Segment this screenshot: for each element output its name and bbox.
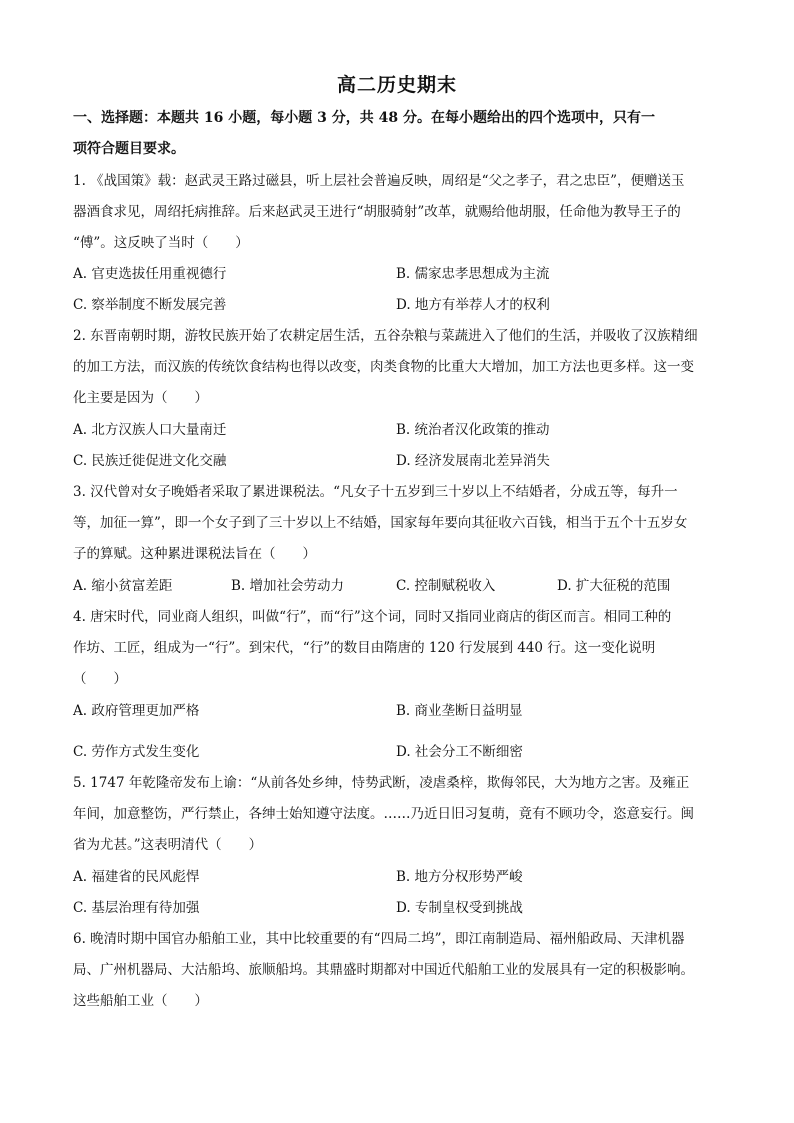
question-6-text: 局、广州机器局、大沽船坞、旅顺船坞。其鼎盛时期都对中国近代船舶工业的发展具有一定的积极影响。	[73, 962, 694, 978]
question-1-text: 器酒食求见，周绍托病推辞。后来赵武灵王进行“胡服骑射”改革，就赐给他胡服，任命他为教导王子的	[73, 204, 681, 220]
question-2-option-a: A. 北方汉族人口大量南迁	[73, 422, 227, 438]
question-5-option-d: D. 专制皇权受到挑战	[396, 900, 523, 916]
question-4-text: 作坊、工匠，组成为一“行”。到宋代，“行”的数目由隋唐的 120 行发展到 440 行。这一变化说明	[73, 640, 656, 656]
question-6-text: 这些船舶工业（ ）	[73, 993, 208, 1009]
question-5-text: 5. 1747 年乾隆帝发布上谕：“从前各处乡绅，恃势武断，凌虐桑梓，欺侮邻民，大为地方之害。及雍正	[73, 775, 690, 791]
question-4-option-c: C. 劳作方式发生变化	[73, 744, 200, 760]
question-4-option-b: B. 商业垄断日益明显	[396, 703, 523, 719]
question-5-text: 省为尤甚。”这表明清代（ ）	[73, 837, 263, 853]
question-5-option-b: B. 地方分权形势严峻	[396, 869, 523, 885]
page-title: 高二历史期末	[336, 74, 457, 96]
question-3-option-d: D. 扩大征税的范围	[557, 578, 671, 594]
question-3-option-a: A. 缩小贫富差距	[73, 578, 173, 594]
question-2-text: 2. 东晋南朝时期，游牧民族开始了农耕定居生活，五谷杂粮与菜蔬进入了他们的生活，并吸收了汉族精细	[73, 328, 698, 344]
section-heading-cont: 项符合题目要求。	[73, 141, 185, 157]
question-5-option-c: C. 基层治理有待加强	[73, 900, 200, 916]
question-2-text: 化主要是因为（ ）	[73, 390, 208, 406]
question-1-option-a: A. 官吏选拔任用重视德行	[73, 266, 227, 282]
question-3-text: 等，加征一算”，即一个女子到了三十岁以上不结婚，国家每年要向其征收六百钱，相当于五个十五岁女	[73, 515, 688, 531]
question-3-option-b: B. 增加社会劳动力	[231, 578, 345, 594]
question-4-option-a: A. 政府管理更加严格	[73, 703, 200, 719]
question-1-option-c: C. 察举制度不断发展完善	[73, 297, 227, 313]
question-3-text: 子的算赋。这种累进课税法旨在（ ）	[73, 546, 316, 562]
question-5-text: 年间，加意整饬，严行禁止，各绅士始知遵守法度。……乃近日旧习复萌，竟有不顾功令，恣意妄行。闽	[73, 806, 694, 822]
question-5-option-a: A. 福建省的民风彪悍	[73, 869, 200, 885]
question-3-text: 3. 汉代曾对女子晚婚者采取了累进课税法。“凡女子十五岁到三十岁以上不结婚者，分成五等，每升一	[73, 484, 678, 500]
question-2-option-b: B. 统治者汉化政策的推动	[396, 422, 550, 438]
question-2-option-c: C. 民族迁徙促进文化交融	[73, 453, 227, 469]
question-4-text: 4. 唐宋时代，同业商人组织，叫做“行”，而“行”这个词，同时又指同业商店的街区而言。相同工种的	[73, 609, 672, 625]
question-1-text: “傅”。这反映了当时（ ）	[73, 235, 249, 251]
question-4-option-d: D. 社会分工不断细密	[396, 744, 523, 760]
question-2-text: 的加工方法，而汉族的传统饮食结构也得以改变，肉类食物的比重大大增加，加工方法也更多样。这一变	[73, 359, 694, 375]
question-2-option-d: D. 经济发展南北差异消失	[396, 453, 550, 469]
section-heading: 一、选择题：本题共 16 小题，每小题 3 分，共 48 分。在每小题给出的四个选项中，只有一	[73, 110, 655, 126]
question-1-option-d: D. 地方有举荐人才的权利	[396, 297, 550, 313]
question-1-option-b: B. 儒家忠孝思想成为主流	[396, 266, 550, 282]
question-4-text: （ ）	[73, 671, 127, 687]
question-1-text: 1. 《战国策》载：赵武灵王路过磁县，听上层社会普遍反映，周绍是“父之孝子，君之忠臣”，便赠送玉	[73, 173, 685, 189]
question-3-option-c: C. 控制赋税收入	[396, 578, 496, 594]
question-6-text: 6. 晚清时期中国官办船舶工业，其中比较重要的有“四局二坞”，即江南制造局、福州船政局、天津机器	[73, 931, 685, 947]
